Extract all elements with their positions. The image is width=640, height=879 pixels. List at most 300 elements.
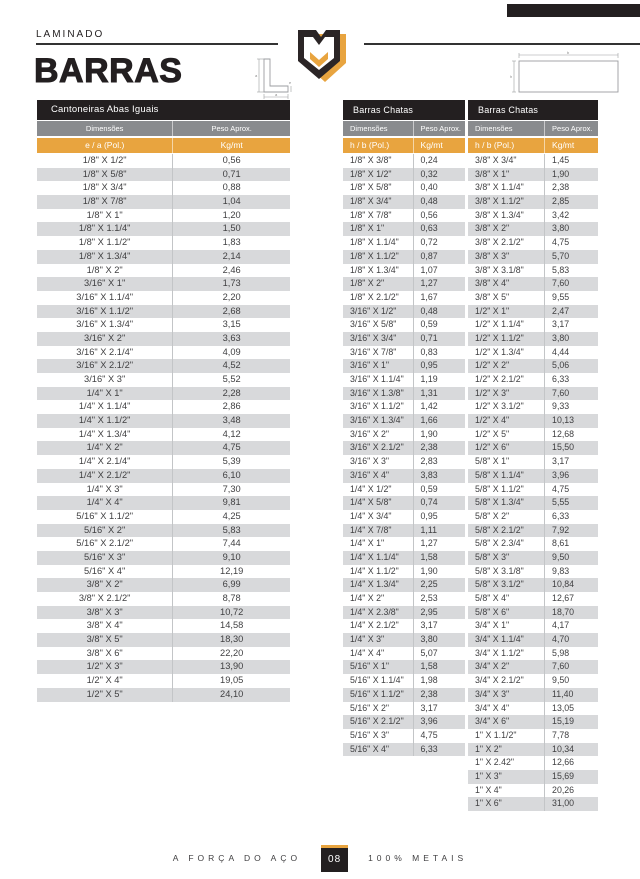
table-row	[468, 195, 598, 209]
dimension-cell: 1/4" X 1.1/2"	[78, 415, 131, 426]
weight-cell: 5,07	[413, 647, 465, 661]
table-row	[37, 332, 290, 346]
weight-cell: 0,63	[413, 222, 465, 236]
weight-cell: 3,17	[413, 702, 465, 716]
dimension-cell: 1/4" X 1.1/4"	[78, 401, 131, 412]
table-row	[468, 359, 598, 373]
weight-cell: 10,84	[544, 578, 598, 592]
table-row	[343, 483, 465, 497]
table-row	[468, 483, 598, 497]
table-row	[343, 277, 465, 291]
dimension-cell: 3/8" X 3.1/8"	[475, 264, 524, 275]
dimension-cell: 5/16" X 4"	[84, 565, 126, 576]
svg-text:a: a	[275, 92, 278, 97]
dimension-cell: 5/8" X 1.1/4"	[475, 469, 524, 480]
weight-cell: 5,83	[544, 264, 598, 278]
weight-header: Peso Aprox.	[544, 121, 598, 136]
table-row	[343, 346, 465, 360]
weight-cell: 13,90	[172, 660, 290, 674]
table-row	[468, 428, 598, 442]
dimension-cell: 1/8" X 3/4"	[82, 182, 127, 193]
weight-cell: 18,70	[544, 606, 598, 620]
table-row	[343, 702, 465, 716]
weight-cell: 3,15	[172, 318, 290, 332]
dimension-cell: 1/2" X 3"	[86, 661, 123, 672]
table-row	[468, 373, 598, 387]
weight-cell: 0,48	[413, 305, 465, 319]
table-row	[343, 305, 465, 319]
dimension-cell: 1/2" X 1.1/4"	[475, 319, 524, 330]
dimension-cell: 3/8" X 3"	[475, 250, 510, 261]
weight-unit-header: Kg/mt	[413, 138, 465, 153]
dimension-cell: 3/16" X 2.1/4"	[76, 346, 134, 357]
table-unit-headers	[468, 138, 598, 153]
dimension-cell: 3/16" X 1.1/2"	[350, 401, 404, 412]
weight-cell: 15,50	[544, 441, 598, 455]
dimension-cell: 3/8" X 3"	[86, 606, 123, 617]
table-row	[343, 195, 465, 209]
table-row	[468, 619, 598, 633]
dimension-cell: 1/2" X 1"	[475, 305, 510, 316]
table-row	[37, 400, 290, 414]
table-row	[37, 524, 290, 538]
table-row	[343, 428, 465, 442]
table-row	[37, 236, 290, 250]
table-row	[37, 264, 290, 278]
weight-cell: 1,07	[413, 264, 465, 278]
dimension-cell: 3/16" X 1.3/4"	[76, 319, 134, 330]
footer-slogan: A FORÇA DO AÇO	[172, 853, 302, 863]
table-row	[343, 168, 465, 182]
table-row	[468, 674, 598, 688]
table-row	[343, 441, 465, 455]
table-row	[468, 688, 598, 702]
dimension-cell: 1/4" X 1.1/2"	[350, 565, 399, 576]
page-number-badge: 08	[321, 845, 348, 872]
dimension-cell: 3/16" X 2.1/2"	[350, 442, 404, 453]
table-row	[468, 606, 598, 620]
weight-cell: 0,74	[413, 496, 465, 510]
table-row	[468, 565, 598, 579]
dimension-cell: 1/4" X 3/4"	[350, 510, 392, 521]
weight-cell: 2,86	[172, 400, 290, 414]
table-row	[343, 318, 465, 332]
dimension-cell: 1/2" X 3"	[475, 387, 510, 398]
weight-cell: 0,48	[413, 195, 465, 209]
dimension-cell: 1/4" X 1.3/4"	[350, 579, 399, 590]
table-row	[468, 277, 598, 291]
dimension-cell: 1/4" X 2"	[86, 442, 123, 453]
table-row	[468, 524, 598, 538]
weight-cell: 0,95	[413, 510, 465, 524]
weight-cell: 2,83	[413, 455, 465, 469]
dimension-cell: 3/8" X 3/4"	[475, 155, 517, 165]
dimension-cell: 5/8" X 2"	[475, 510, 510, 521]
table-row	[468, 551, 598, 565]
table-row	[468, 469, 598, 483]
dimension-cell: 1" X 2.42"	[475, 757, 515, 768]
table-row	[37, 181, 290, 195]
weight-cell: 3,17	[544, 455, 598, 469]
dimension-cell: 1/4" X 3"	[86, 483, 123, 494]
weight-cell: 4,44	[544, 346, 598, 360]
dimension-cell: 5/16" X 2.1/2"	[350, 716, 404, 727]
table-row	[468, 168, 598, 182]
table-row	[37, 455, 290, 469]
weight-cell: 19,05	[172, 674, 290, 688]
dimension-cell: 1/8" X 1/2"	[350, 168, 392, 179]
dimension-cell: 1/4" X 4"	[350, 647, 385, 658]
weight-cell: 15,19	[544, 715, 598, 729]
weight-cell: 6,33	[413, 743, 465, 757]
weight-cell: 4,52	[172, 359, 290, 373]
table-row	[37, 647, 290, 661]
dimension-cell: 1/2" X 3.1/2"	[475, 401, 524, 412]
dimension-cell: 5/8" X 1.3/4"	[475, 497, 524, 508]
weight-cell: 0,56	[413, 209, 465, 223]
dimension-cell: 5/8" X 4"	[475, 593, 510, 603]
table-body	[468, 154, 598, 811]
table-row	[343, 633, 465, 647]
table-row	[343, 209, 465, 223]
weight-cell: 5,98	[544, 647, 598, 661]
dimension-cell: 1/4" X 3"	[350, 634, 385, 645]
table-row	[343, 565, 465, 579]
table-unit-headers	[343, 138, 465, 153]
table-row	[468, 291, 598, 305]
dimension-cell: 1/2" X 4"	[86, 675, 123, 686]
weight-cell: 2,95	[413, 606, 465, 620]
table-row	[468, 387, 598, 401]
dimension-cell: 1/4" X 1.1/4"	[350, 551, 399, 562]
weight-cell: 5,52	[172, 373, 290, 387]
dimension-cell: 5/16" X 2.1/2"	[76, 538, 134, 549]
dimension-cell: 3/16" X 1.1/4"	[350, 374, 404, 384]
dimension-cell: 1/8" X 1/2"	[82, 155, 127, 165]
weight-cell: 1,58	[413, 551, 465, 565]
dimension-cell: 3/8" X 4"	[475, 278, 510, 289]
table-row	[343, 619, 465, 633]
weight-cell: 3,42	[544, 209, 598, 223]
table-row	[37, 592, 290, 606]
dimension-cell: 3/16" X 1.1/2"	[76, 305, 134, 316]
weight-cell: 0,32	[413, 168, 465, 182]
table-unit-headers	[37, 138, 290, 153]
table-row	[343, 524, 465, 538]
weight-cell: 2,14	[172, 250, 290, 264]
dimension-cell: 3/16" X 7/8"	[350, 346, 397, 357]
dimension-cell: 3/16" X 4"	[350, 469, 390, 480]
weight-cell: 2,68	[172, 305, 290, 319]
weight-cell: 1,20	[172, 209, 290, 223]
table-row	[343, 359, 465, 373]
weight-cell: 3,83	[413, 469, 465, 483]
table-row	[468, 715, 598, 729]
table-row	[468, 455, 598, 469]
dimension-cell: 3/4" X 2.1/2"	[475, 675, 524, 686]
table-row	[343, 332, 465, 346]
weight-cell: 5,06	[544, 359, 598, 373]
dimension-cell: 3/16" X 3"	[84, 374, 126, 384]
table-row	[468, 592, 598, 606]
table-row	[468, 784, 598, 798]
weight-cell: 12,67	[544, 592, 598, 606]
weight-cell: 9,81	[172, 496, 290, 510]
table-row	[37, 209, 290, 223]
dimension-cell: 1/4" X 2.1/4"	[78, 456, 131, 467]
weight-cell: 11,40	[544, 688, 598, 702]
weight-cell: 10,72	[172, 606, 290, 620]
table-row	[343, 688, 465, 702]
table-row	[468, 770, 598, 784]
dimension-cell: 5/8" X 2.1/2"	[475, 524, 524, 535]
weight-cell: 3,80	[413, 633, 465, 647]
weight-cell: 1,83	[172, 236, 290, 250]
weight-cell: 2,38	[413, 688, 465, 702]
dimension-cell: 1/8" X 1.1/4"	[350, 237, 399, 248]
dimension-cell: 3/16" X 1"	[84, 278, 126, 289]
dimension-cell: 1" X 1.1/2"	[475, 729, 517, 740]
weight-cell: 7,60	[544, 387, 598, 401]
table-row	[37, 537, 290, 551]
table-row	[468, 222, 598, 236]
table-row	[468, 264, 598, 278]
weight-cell: 0,40	[413, 181, 465, 195]
table-row	[468, 209, 598, 223]
table-row	[37, 660, 290, 674]
table-row	[37, 633, 290, 647]
table-row	[343, 743, 465, 757]
table-row	[37, 496, 290, 510]
weight-cell: 4,75	[172, 441, 290, 455]
table-title: Barras Chatas	[343, 100, 465, 120]
table-row	[468, 154, 598, 168]
dimension-cell: 3/16" X 1.3/4"	[350, 415, 404, 426]
table-row	[468, 578, 598, 592]
weight-header: Peso Aprox.	[413, 121, 465, 136]
weight-cell: 0,56	[172, 154, 290, 168]
table-body	[343, 154, 465, 756]
table-row	[37, 578, 290, 592]
dimensions-header: Dimensões	[475, 124, 513, 133]
dimension-cell: 3/8" X 4"	[86, 620, 123, 631]
table-row	[37, 373, 290, 387]
dimension-cell: 5/8" X 1"	[475, 456, 510, 467]
dimension-cell: 1/2" X 6"	[475, 442, 510, 453]
table-row	[343, 469, 465, 483]
weight-cell: 0,59	[413, 318, 465, 332]
table-row	[37, 441, 290, 455]
flat-bar-drawing	[510, 50, 626, 94]
table-row	[343, 537, 465, 551]
table-row	[37, 565, 290, 579]
weight-cell: 5,83	[172, 524, 290, 538]
weight-cell: 12,66	[544, 756, 598, 770]
dimension-cell: 5/16" X 1.1/2"	[350, 688, 404, 699]
weight-cell: 1,90	[544, 168, 598, 182]
svg-text:e: e	[289, 80, 292, 85]
weight-cell: 22,20	[172, 647, 290, 661]
dimension-cell: 1" X 4"	[475, 784, 502, 795]
weight-cell: 3,48	[172, 414, 290, 428]
weight-cell: 7,78	[544, 729, 598, 743]
table-row	[343, 222, 465, 236]
weight-cell: 9,10	[172, 551, 290, 565]
weight-cell: 14,58	[172, 619, 290, 633]
weight-cell: 2,53	[413, 592, 465, 606]
weight-unit-header: Kg/mt	[544, 138, 598, 153]
dimension-cell: 1/4" X 4"	[86, 497, 123, 508]
dimension-cell: 3/4" X 2"	[475, 661, 510, 672]
dimension-cell: 3/4" X 1.1/4"	[475, 634, 524, 645]
dimension-cell: 1/4" X 1"	[350, 538, 385, 549]
table-row	[343, 551, 465, 565]
dimension-cell: 3/4" X 6"	[475, 716, 510, 727]
page-title: BARRAS	[34, 52, 183, 90]
dimension-cell: 3/8" X 2"	[86, 579, 123, 590]
dimension-unit-header: e / a (Pol.)	[85, 140, 125, 150]
table-barras-chatas-1	[343, 100, 465, 756]
dimension-cell: 5/16" X 1.1/4"	[350, 675, 404, 686]
table-barras-chatas-2	[468, 100, 598, 811]
weight-cell: 3,63	[172, 332, 290, 346]
dimensions-header: Dimensões	[85, 124, 124, 133]
dimension-cell: 1/2" X 2.1/2"	[475, 374, 524, 384]
table-row	[468, 537, 598, 551]
table-row	[343, 387, 465, 401]
table-row	[343, 181, 465, 195]
weight-unit-header: Kg/mt	[172, 138, 290, 153]
weight-cell: 0,95	[413, 359, 465, 373]
dimension-cell: 1/8" X 7/8"	[82, 196, 127, 207]
weight-cell: 3,17	[413, 619, 465, 633]
dimension-cell: 3/8" X 5"	[86, 634, 123, 645]
weight-cell: 9,50	[544, 674, 598, 688]
dimension-cell: 1/2" X 5"	[86, 688, 123, 699]
dimension-cell: 1/8" X 1.3/4"	[78, 250, 131, 261]
table-row	[37, 168, 290, 182]
angle-profile-drawing	[252, 56, 292, 101]
dimension-cell: 3/16" X 1.3/8"	[350, 387, 404, 398]
dimension-cell: 5/16" X 3"	[84, 551, 126, 562]
dimension-cell: 1/8" X 3/4"	[350, 196, 392, 207]
table-row	[37, 195, 290, 209]
weight-cell: 10,34	[544, 743, 598, 757]
weight-cell: 3,96	[544, 469, 598, 483]
table-row	[343, 715, 465, 729]
dimension-cell: 1/8" X 5/8"	[82, 168, 127, 179]
table-row	[37, 619, 290, 633]
dimension-cell: 1/2" X 4"	[475, 415, 510, 426]
dimension-cell: 3/8" X 5"	[475, 291, 510, 302]
table-row	[343, 236, 465, 250]
dimension-cell: 1/2" X 5"	[475, 428, 510, 439]
table-row	[468, 647, 598, 661]
dimension-cell: 5/16" X 1"	[350, 661, 390, 672]
weight-cell: 4,75	[413, 729, 465, 743]
weight-cell: 1,90	[413, 428, 465, 442]
dimension-cell: 1" X 3"	[475, 770, 502, 781]
dimension-cell: 1/4" X 5/8"	[350, 497, 392, 508]
dimension-cell: 1/8" X 2"	[86, 264, 123, 275]
weight-cell: 2,46	[172, 264, 290, 278]
weight-cell: 1,04	[172, 195, 290, 209]
dimension-cell: 3/8" X 1"	[475, 168, 510, 179]
header-rule-right	[364, 43, 640, 45]
weight-cell: 1,27	[413, 537, 465, 551]
dimension-cell: 3/4" X 1"	[475, 620, 510, 631]
weight-cell: 5,55	[544, 496, 598, 510]
dimension-cell: 1/4" X 1.3/4"	[78, 428, 131, 439]
table-row	[343, 606, 465, 620]
table-row	[343, 592, 465, 606]
weight-cell: 7,60	[544, 277, 598, 291]
top-corner-bar	[507, 4, 640, 17]
table-row	[468, 496, 598, 510]
table-row	[343, 414, 465, 428]
table-column-headers	[37, 121, 290, 136]
table-row	[468, 414, 598, 428]
svg-text:a: a	[255, 73, 258, 78]
table-row	[468, 236, 598, 250]
dimension-cell: 1/2" X 1.1/2"	[475, 332, 524, 343]
dimension-cell: 1/8" X 2.1/2"	[350, 291, 399, 302]
table-row	[37, 277, 290, 291]
table-row	[468, 400, 598, 414]
dimension-cell: 3/16" X 5/8"	[350, 319, 397, 330]
dimension-cell: 3/16" X 1.1/4"	[76, 291, 134, 302]
table-row	[37, 606, 290, 620]
table-row	[468, 305, 598, 319]
dimension-cell: 1/4" X 2"	[350, 593, 385, 603]
dimension-cell: 1/8" X 1.1/2"	[78, 237, 131, 248]
weight-cell: 3,17	[544, 318, 598, 332]
table-column-headers	[468, 121, 598, 136]
table-row	[468, 346, 598, 360]
dimension-unit-header: h / b (Pol.)	[350, 140, 390, 150]
dimension-cell: 5/8" X 3.1/8"	[475, 565, 524, 576]
dimension-cell: 1/8" X 1"	[86, 209, 123, 220]
table-row	[343, 674, 465, 688]
weight-cell: 4,70	[544, 633, 598, 647]
dimension-cell: 3/8" X 1.1/4"	[475, 182, 524, 193]
table-row	[37, 387, 290, 401]
weight-cell: 1,42	[413, 400, 465, 414]
dimension-cell: 1/4" X 1"	[86, 387, 123, 398]
table-row	[468, 318, 598, 332]
dimension-cell: 3/4" X 4"	[475, 702, 510, 713]
weight-cell: 24,10	[172, 688, 290, 702]
dimension-cell: 1/2" X 1.3/4"	[475, 346, 524, 357]
weight-cell: 9,50	[544, 551, 598, 565]
table-row	[37, 510, 290, 524]
dimension-cell: 5/16" X 2"	[350, 702, 390, 713]
table-row	[343, 729, 465, 743]
table-row	[37, 318, 290, 332]
weight-cell: 2,25	[413, 578, 465, 592]
weight-cell: 7,92	[544, 524, 598, 538]
weight-cell: 1,67	[413, 291, 465, 305]
weight-cell: 20,26	[544, 784, 598, 798]
dimension-cell: 1/8" X 1.1/4"	[78, 223, 131, 234]
table-row	[468, 797, 598, 811]
category-label: LAMINADO	[36, 29, 105, 40]
dimension-cell: 3/16" X 2"	[350, 428, 390, 439]
table-row	[468, 660, 598, 674]
dimension-cell: 5/16" X 2"	[84, 524, 126, 535]
dimension-cell: 3/16" X 1/2"	[350, 305, 397, 316]
table-row	[343, 647, 465, 661]
